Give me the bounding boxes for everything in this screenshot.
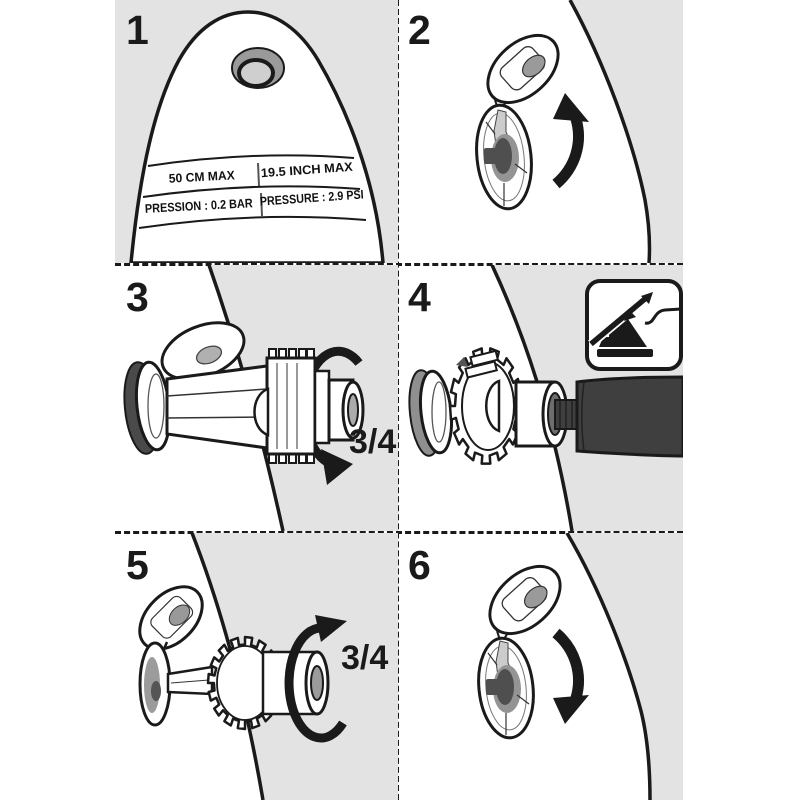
hose-body — [577, 377, 683, 456]
step-number: 5 — [126, 542, 149, 588]
lock-collar-gear — [267, 349, 315, 463]
nozzle-core — [311, 666, 323, 700]
valve-body-cone — [167, 366, 267, 448]
pump-icon — [587, 281, 681, 369]
step-5-panel — [115, 533, 398, 800]
pump-base — [597, 349, 653, 357]
step-4-panel — [398, 265, 683, 531]
screw-valve-illustration — [115, 265, 398, 531]
inflate-with-pump-illustration — [398, 265, 683, 531]
open-arrow-icon — [553, 93, 589, 184]
size-imperial-label: 19.5 INCH MAX — [260, 159, 351, 181]
close-arrow-icon — [553, 633, 589, 724]
step-number: 4 — [408, 274, 431, 320]
step-3-panel — [115, 265, 398, 531]
turn-amount-label: 3/4 — [341, 639, 389, 677]
valve-plug — [494, 138, 512, 174]
step-number: 3 — [126, 274, 149, 320]
step-6-panel — [398, 533, 683, 800]
close-cap-illustration — [398, 533, 683, 800]
step-2-panel — [398, 0, 683, 263]
step-number: 2 — [408, 7, 431, 53]
step-1-panel — [115, 0, 398, 263]
product-surface-shade — [567, 533, 683, 800]
max-size-pressure-illustration — [115, 0, 398, 263]
band-divider-1 — [258, 163, 259, 186]
step-number: 1 — [126, 7, 149, 53]
unscrew-valve-illustration — [115, 533, 398, 800]
valve-hole — [239, 60, 273, 86]
turn-amount-label: 3/4 — [349, 423, 397, 461]
pressure-metric-label: PRESSION : 0.2 BAR — [144, 195, 269, 216]
valve-cap-open — [474, 553, 573, 740]
pressure-imperial-label: PRESSURE : 2.9 PSI — [259, 186, 381, 209]
step-number: 6 — [408, 542, 431, 588]
open-cap-illustration — [398, 0, 683, 263]
flange-plug — [151, 681, 161, 701]
nozzle-step-ring — [315, 371, 329, 443]
size-metric-label: 50 CM MAX — [168, 168, 238, 186]
valve-plug — [496, 669, 514, 705]
nozzle-core — [348, 394, 358, 426]
